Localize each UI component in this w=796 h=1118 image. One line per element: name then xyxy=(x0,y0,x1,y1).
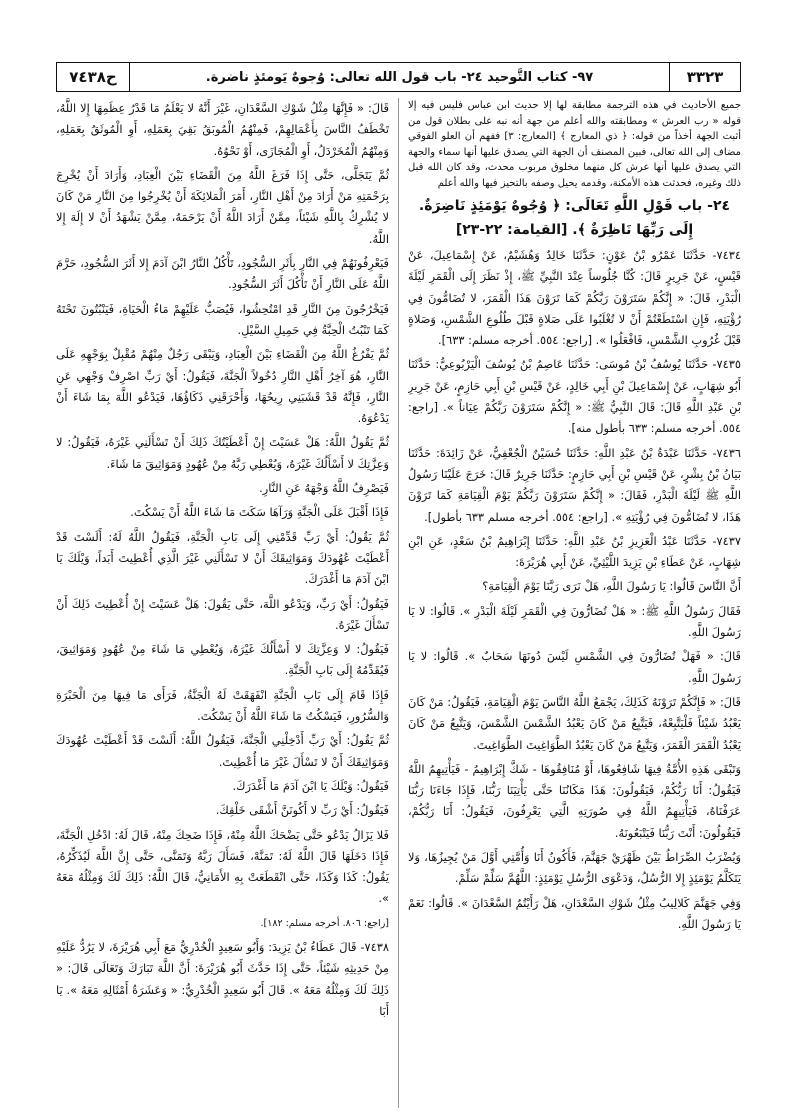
hadith-7438: ٧٤٣٨- قَالَ عَطَاءُ بْنُ يَزِيدَ: وَأَبُو سَعِيدٍ الْخُدْرِيُّ مَعَ أَبِي هُرَيْرَةَ، لا يَرُدُّ عَلَيْهِ مِنْ حَدِيثِهِ شَيْئاً، حَتَّى إِذَا حَدَّثَ أَبُو هُرَيْرَةَ: أَنَّ اللَّهَ تَبَارَكَ وَتَعَالَى قَالَ: « ذَلِكَ لَكَ وَمِثْلُهُ مَعَهُ ». قَالَ أَبُو سَعِيدٍ الْخُدْرِيُّ: « وَعَشَرَةُ أَمْثَالِهِ مَعَهُ ». يَا أَبَا xyxy=(56,939,389,1018)
page-header xyxy=(56,62,741,92)
paragraph: فَيَقُولُ: أَيْ رَبِّ لا أَكُونَنَّ أَشْقَى خَلْقِكَ. xyxy=(215,803,389,818)
paragraph: وَتَبْقَى هَذِهِ الأُمَّةُ فِيهَا شَافِعُوهَا، أَوْ مُنَافِقُوهَا - شَكَّ إِبْرَاهِيمُ - فَيَأْتِيهِمُ اللَّهُ فَيَقُولُ: أَنَا رَبُّكُمْ، فَيَقُولُونَ: هَذَا مَكَانُنَا حَتَّى يَأْتِيَنَا رَبُّنَا، فَإِذَا جَاءَنَا رَبُّنَا عَرَفْنَاهُ، فَيَأْتِيهِمُ اللَّهُ فِي صُورَتِهِ الَّتِي يَعْرِفُونَ، فَيَقُولُ: أَنَا رَبُّكُمْ، فَيَقُولُونَ: أَنْتَ رَبُّنَا فَيَتْبَعُونَهُ. xyxy=(408,761,741,840)
paragraph: وَيُضْرَبُ الصِّرَاطُ بَيْنَ ظَهْرَيْ جَهَنَّمَ، فَأَكُونُ أَنَا وَأُمَّتِي أَوَّلَ مَنْ يُجِيزُهَا، وَلا يَتَكَلَّمُ يَوْمَئِذٍ إِلا الرُّسُلُ، وَدَعْوَى الرُّسُلِ يَوْمَئِذٍ: اللَّهُمَّ سَلِّمْ سَلِّمْ. xyxy=(408,850,741,886)
paragraph: فَيَقُولُ: وَيْلَكَ يَا ابْنَ آدَمَ مَا أَغْدَرَكَ. xyxy=(232,778,389,793)
hadith-7437: ٧٤٣٧- حَدَّثَنَا عَبْدُ الْعَزِيزِ بْنُ عَبْدِ اللَّهِ: حَدَّثَنَا إِبْرَاهِيمُ بْنُ سَعْدٍ، عَنِ ابْنِ شِهَابٍ، عَنْ عَطَاءِ بْنِ يَزِيدَ اللَّيْثِيِّ، عَنْ أَبِي هُرَيْرَةَ: xyxy=(408,533,741,570)
paragraph: فَيَخْرُجُونَ مِنَ النَّارِ قَدِ امْتُحِشُوا، فَيُصَبُّ عَلَيْهِمْ مَاءُ الْحَيَاةِ، فَيَنْبُتُونَ تَحْتَهُ كَمَا تَنْبُتُ الْحِبَّةُ فِي حَمِيلِ السَّيْلِ. xyxy=(56,301,389,337)
hadith-7434: ٧٤٣٤- حَدَّثَنَا عَمْرُو بْنُ عَوْنٍ: حَدَّثَنَا خَالِدٌ وَهُشَيْمٌ، عَنْ إِسْمَاعِيلَ، عَنْ قَيْسٍ، عَنْ جَرِيرٍ قَالَ: كُنَّا جُلُوساً عِنْدَ النَّبِيِّ ﷺ، إِذْ نَظَرَ إِلَى الْقَمَرِ لَيْلَةَ الْبَدْرِ، قَالَ: « إِنَّكُمْ سَتَرَوْنَ رَبَّكُمْ كَمَا تَرَوْنَ هَذَا الْقَمَرَ، لا تُضَامُّونَ فِي رُؤْيَتِهِ، فَإِنِ اسْتَطَعْتُمْ أَنْ لا تُغْلَبُوا عَلَى صَلاةٍ قَبْلَ طُلُوعِ الشَّمْسِ، وَصَلاةٍ قَبْلَ غُرُوبِ الشَّمْسِ، فَافْعَلُوا ». [راجع: ٥٥٤. أخرجه مسلم: ٦٣٣]. xyxy=(408,248,741,348)
left-column xyxy=(56,98,389,1108)
right-column xyxy=(408,98,741,1108)
paragraph: قَالَ: « فَهَلْ تُضَارُّونَ فِي الشَّمْسِ لَيْسَ دُونَهَا سَحَابٌ ». قَالُوا: لا يَا رَسُولَ اللَّهِ. xyxy=(408,649,741,685)
paragraph: قَالَ: « فَإِنَّكُمْ تَرَوْنَهُ كَذَلِكَ، يَجْمَعُ اللَّهُ النَّاسَ يَوْمَ الْقِيَامَةِ، فَيَقُولُ: مَنْ كَانَ يَعْبُدُ شَيْئاً فَلْيَتَّبِعْهُ، فَيَتَّبِعُ مَنْ كَانَ يَعْبُدُ الشَّمْسَ الشَّمْسَ، وَيَتَّبِعُ مَنْ كَانَ يَعْبُدُ الْقَمَرَ الْقَمَرَ، وَيَتَّبِعُ مَنْ كَانَ يَعْبُدُ الطَّوَاغِيتَ الطَّوَاغِيتَ. xyxy=(408,694,741,752)
paragraph: ثُمَّ يَفْرُغُ اللَّهُ مِنَ الْقَضَاءِ بَيْنَ الْعِبَادِ، وَيَبْقَى رَجُلٌ مِنْهُمْ مُقْبِلٌ بِوَجْهِهِ عَلَى النَّارِ، هُوَ آخِرُ أَهْلِ النَّارِ دُخُولاً الْجَنَّةَ، فَيَقُولُ: أَيْ رَبِّ اصْرِفْ وَجْهِي عَنِ النَّارِ، فَإِنَّهُ قَدْ قَشَبَنِي رِيحُهَا، وَأَحْرَقَنِي ذَكَاؤُهَا، فَيَدْعُو اللَّهَ بِمَا شَاءَ أَنْ يَدْعُوَهُ. xyxy=(56,347,389,426)
paragraph: فَيَقُولُ: أَيْ رَبِّ، وَيَدْعُو اللَّهَ، حَتَّى يَقُولَ: هَلْ عَسَيْتَ إِنْ أُعْطِيتَ ذَلِكَ أَنْ تَسْأَلَ غَيْرَهُ. xyxy=(56,596,389,632)
text-columns xyxy=(56,98,741,1108)
paragraph: فَيَعْرِفُونَهُمْ فِي النَّارِ بِأَثَرِ السُّجُودِ، تَأْكُلُ النَّارُ ابْنَ آدَمَ إِلا أَثَرَ السُّجُودِ، حَرَّمَ اللَّهُ عَلَى النَّارِ أَنْ تَأْكُلَ أَثَرَ السُّجُودِ. xyxy=(56,256,389,292)
paragraph: فَلا يَزَالُ يَدْعُو حَتَّى يَضْحَكَ اللَّهُ مِنْهُ، فَإِذَا ضَحِكَ مِنْهُ، قَالَ لَهُ: ادْخُلِ الْجَنَّةَ، فَإِذَا دَخَلَهَا قَالَ اللَّهُ لَهُ: تَمَنَّهْ، فَسَأَلَ رَبَّهُ وَتَمَنَّى، حَتَّى إِنَّ اللَّهَ لَيُذَكِّرُهُ، يَقُولُ: كَذَا وَكَذَا، حَتَّى انْقَطَعَتْ بِهِ الأَمَانِيُّ، قَالَ اللَّهُ: ذَلِكَ لَكَ وَمِثْلُهُ مَعَهُ ». xyxy=(56,827,389,906)
paragraph: فَيَقُولُ: لا وَعِزَّتِكَ لا أَسْأَلُكَ غَيْرَهُ، وَيُعْطِي مَا شَاءَ مِنْ عُهُودٍ وَمَوَاثِيقَ، فَيُقَدِّمُهُ إِلَى بَابِ الْجَنَّةِ. xyxy=(56,642,389,678)
hadith-7436: ٧٤٣٦- حَدَّثَنَا عَبْدَةُ بْنُ عَبْدِ اللَّهِ: حَدَّثَنَا حُسَيْنٌ الْجُعْفِيُّ، عَنْ زَائِدَةَ: حَدَّثَنَا بَيَانُ بْنُ بِشْرٍ، عَنْ قَيْسِ بْنِ أَبِي حَازِمٍ: حَدَّثَنَا جَرِيرٌ قَالَ: خَرَجَ عَلَيْنَا رَسُولُ اللَّهِ ﷺ لَيْلَةَ الْبَدْرِ، فَقَالَ: « إِنَّكُمْ سَتَرَوْنَ رَبَّكُمْ يَوْمَ الْقِيَامَةِ كَمَا تَرَوْنَ هَذَا، لا تُضَامُّونَ فِي رُؤْيَتِهِ ». [راجع: ٥٥٤. أخرجه مسلم ٦٣٣ بأطول]. xyxy=(408,445,741,524)
paragraph: ثُمَّ يَقُولُ اللَّهُ: هَلْ عَسَيْتَ إِنْ أَعْطَيْتُكَ ذَلِكَ أَنْ تَسْأَلَنِي غَيْرَهُ، فَيَقُولُ: لا وَعِزَّتِكَ لا أَسْأَلُكَ غَيْرَهُ، وَيُعْطِي رَبَّهُ مِنْ عُهُودٍ وَمَوَاثِيقَ مَا شَاءَ. xyxy=(56,435,389,471)
hadith-7435: ٧٤٣٥- حَدَّثَنَا يُوسُفُ بْنُ مُوسَى: حَدَّثَنَا عَاصِمُ بْنُ يُوسُفَ الْيَرْبُوعِيُّ: حَدَّثَنَا أَبُو شِهَابٍ، عَنْ إِسْمَاعِيلَ بْنِ أَبِي خَالِدٍ، عَنْ قَيْسِ بْنِ أَبِي حَازِمٍ، عَنْ جَرِيرِ بْنِ عَبْدِ اللَّهِ قَالَ: قَالَ النَّبِيُّ ﷺ: « إِنَّكُمْ سَتَرَوْنَ رَبَّكُمْ عِيَاناً ». [راجع: ٥٥٤. أخرجه مسلم: ٦٣٣ بأطول منه]. xyxy=(408,357,741,436)
reference-note: [راجع: ٨٠٦. أخرجه مسلم: ١٨٢]. xyxy=(260,917,389,929)
paragraph: فَقَالَ رَسُولُ اللَّهِ ﷺ: « هَلْ تُضَارُّونَ فِي الْقَمَرِ لَيْلَةَ الْبَدْرِ ». قَالُوا: لا يَا رَسُولَ اللَّهِ. xyxy=(408,603,741,640)
commentary-intro: جميع الأحاديث في هذه الترجمة مطابقة لها إلا حديث ابن عباس فليس فيه إلا قوله « رب العرش » ومطابقته والله أعلم من جهة أنه نبه على بطلان قول من أثبت الجهة أخذاً من قوله: ﴿ ذي المعارج ﴾ [المعارج: ٣] ففهم أن العلو الفوقي مضاف إلى الله تعالى، فبين المصنف أن الجهة التي يصدق عليها أنها سماء والجهة التي يصدق عليها أنها عرش كل منهما مخلوق مربوب محدث، وقد كان الله قبل ذلك وغيره، فحدثت هذه الأمكنة، وقدمه يحيل وصفه بالتحيز فيها والله أعلم xyxy=(408,100,741,189)
page-number: ٣٣٢٣ xyxy=(669,63,740,91)
paragraph: أَنَّ النَّاسَ قَالُوا: يَا رَسُولَ اللَّهِ، هَلْ نَرَى رَبَّنَا يَوْمَ الْقِيَامَةِ؟ xyxy=(482,579,741,594)
chapter-title: ٢٤- باب قَوْلِ اللَّهِ تَعَالَى: ﴿ وُجُوهٌ يَوْمَئِذٍ نَاضِرَةٌ. إِلَى رَبِّهَا نَاظِرَةٌ ﴾. [القيامة: ٢٢-٢٣] xyxy=(418,198,731,238)
paragraph: فَإِذَا أَقْبَلَ عَلَى الْجَنَّةِ وَرَآهَا سَكَتَ مَا شَاءَ اللَّهُ أَنْ يَسْكُتَ. xyxy=(130,505,389,520)
paragraph: وَفِي جَهَنَّمَ كَلالِيبُ مِثْلُ شَوْكِ السَّعْدَانِ، هَلْ رَأَيْتُمُ السَّعْدَانَ ». قَالُوا: نَعَمْ يَا رَسُولَ اللَّهِ. xyxy=(408,895,741,931)
paragraph: ثُمَّ يَقُولُ: أَيْ رَبِّ قَدِّمْنِي إِلَى بَابِ الْجَنَّةِ، فَيَقُولُ اللَّهُ لَهُ: أَلَسْتَ قَدْ أَعْطَيْتَ عُهُودَكَ وَمَوَاثِيقَكَ أَنْ لا تَسْأَلَنِي غَيْرَ الَّذِي أُعْطِيتَ أَبَداً، وَيْلَكَ يَا ابْنَ آدَمَ مَا أَغْدَرَكَ. xyxy=(56,529,389,587)
paragraph: فَإِذَا قَامَ إِلَى بَابِ الْجَنَّةِ انْفَهَقَتْ لَهُ الْجَنَّةُ، فَرَأَى مَا فِيهَا مِنَ الْحَبْرَةِ وَالسُّرُورِ، فَيَسْكُتُ مَا شَاءَ اللَّهُ أَنْ يَسْكُتَ. xyxy=(56,687,389,724)
paragraph: فَيَصْرِفُ اللَّهُ وَجْهَهُ عَنِ النَّارِ. xyxy=(259,481,389,496)
hadith-range: ح٧٤٣٨ xyxy=(57,63,130,91)
paragraph: ثُمَّ يَقُولُ: أَيْ رَبِّ أَدْخِلْنِي الْجَنَّةَ، فَيَقُولُ اللَّهُ: أَلَسْتَ قَدْ أَعْطَيْتَ عُهُودَكَ وَمَوَاثِيقَكَ أَنْ لا تَسْأَلَ غَيْرَ مَا أُعْطِيتَ. xyxy=(56,733,389,769)
paragraph: ثُمَّ يَتَجَلَّى، حَتَّى إِذَا فَرَغَ اللَّهُ مِنَ الْقَضَاءِ بَيْنَ الْعِبَادِ، وَأَرَادَ أَنْ يُخْرِجَ بِرَحْمَتِهِ مَنْ أَرَادَ مِنْ أَهْلِ النَّارِ، أَمَرَ الْمَلائِكَةَ أَنْ يُخْرِجُوا مِنَ النَّارِ مَنْ كَانَ لا يُشْرِكُ بِاللَّهِ شَيْئاً، مِمَّنْ أَرَادَ اللَّهُ أَنْ يَرْحَمَهُ، مِمَّنْ يَشْهَدُ أَنْ لا إِلَهَ إِلا اللَّهُ. xyxy=(56,167,389,246)
running-title: ٩٧- كتاب التَّوحيد ٢٤- باب قول الله تعالى: وُجوهٌ يَومئذٍ ناضرة. xyxy=(205,69,594,85)
paragraph: قَالَ: « فَإِنَّهَا مِثْلُ شَوْكِ السَّعْدَانِ، غَيْرَ أَنَّهُ لا يَعْلَمُ مَا قَدْرُ عِظَمِهَا إِلا اللَّهُ، تَخْطَفُ النَّاسَ بِأَعْمَالِهِمْ، فَمِنْهُمُ الْمُوبَقُ بَقِيَ بِعَمَلِهِ، أَوِ الْمُوثَقُ بِعَمَلِهِ، وَمِنْهُمُ الْمُخَرْدَلُ، أَوِ الْمُجَازَى، أَوْ نَحْوُهُ. xyxy=(56,101,389,158)
